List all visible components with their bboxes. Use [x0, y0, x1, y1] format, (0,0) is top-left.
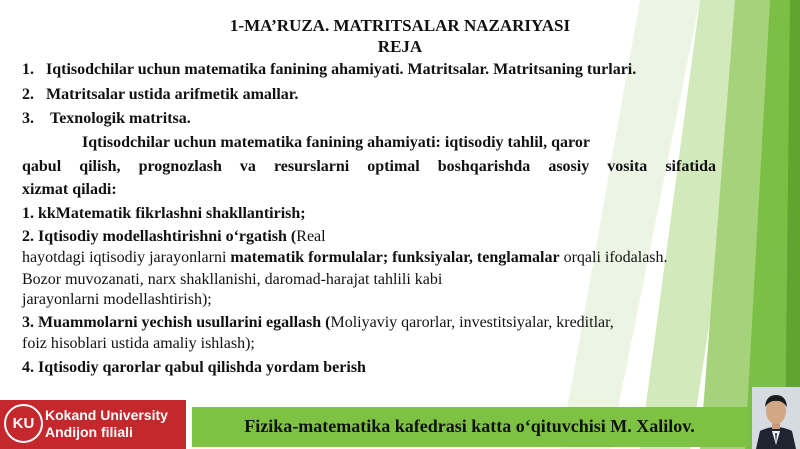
point-3: 3. Muammolarni yechish usullarini egallash (Moliyaviy qarorlar, investitsiyalar, kreditlar, — [22, 314, 614, 331]
logo-line-2: Andijon filiali — [45, 424, 133, 440]
intro-line: qabul qilish, prognozlash va resurslarni optimal boshqarishda asosiy vosita sifatida — [22, 158, 716, 175]
plan-item: 2. Matritsalar ustida arifmetik amallar. — [22, 86, 299, 103]
point-2: 2. Iqtisodiy modellashtirishni o‘rgatish (Real — [22, 228, 326, 245]
author-photo — [752, 387, 800, 449]
footer-bar — [192, 407, 747, 447]
point-3-line: foiz hisoblari ustida amaliy ishlash); — [22, 335, 255, 352]
plan-item: 1. Iqtisodchilar uchun matematika fanining ahamiyati. Matritsalar. Matritsaning turlari. — [22, 61, 637, 78]
plan-item: 3. Texnologik matritsa. — [22, 110, 191, 127]
logo-line-1: Kokand University — [45, 407, 168, 423]
point-2-line: jarayonlarni modellashtirish); — [22, 291, 212, 308]
logo-text — [45, 407, 168, 441]
ku-logo-mark: KU — [4, 404, 43, 443]
intro-line: xizmat qiladi: — [22, 181, 117, 198]
point-2-line: hayotdagi iqtisodiy jarayonlarni matematik formulalar; funksiyalar, tenglamalar orqali ifodalash. — [22, 249, 668, 266]
point-4: 4. Iqtisodiy qarorlar qabul qilishda yordam berish — [22, 359, 366, 376]
footer-author: Fizika-matematika kafedrasi katta o‘qituvchisi M. Xalilov. — [244, 416, 695, 436]
intro-line: Iqtisodchilar uchun matematika fanining ahamiyati: iqtisodiy tahlil, qaror — [82, 134, 590, 151]
point-2-line: Bozor muvozanati, narx shakllanishi, daromad-harajat tahlili kabi — [22, 271, 443, 288]
lecture-title: 1-MA’RUZA. MATRITSALAR NAZARIYASI — [229, 16, 571, 35]
plan-heading: REJA — [377, 37, 423, 56]
point-1: 1. kkMatematik fikrlashni shakllantirish; — [22, 205, 306, 222]
university-logo — [0, 400, 186, 449]
